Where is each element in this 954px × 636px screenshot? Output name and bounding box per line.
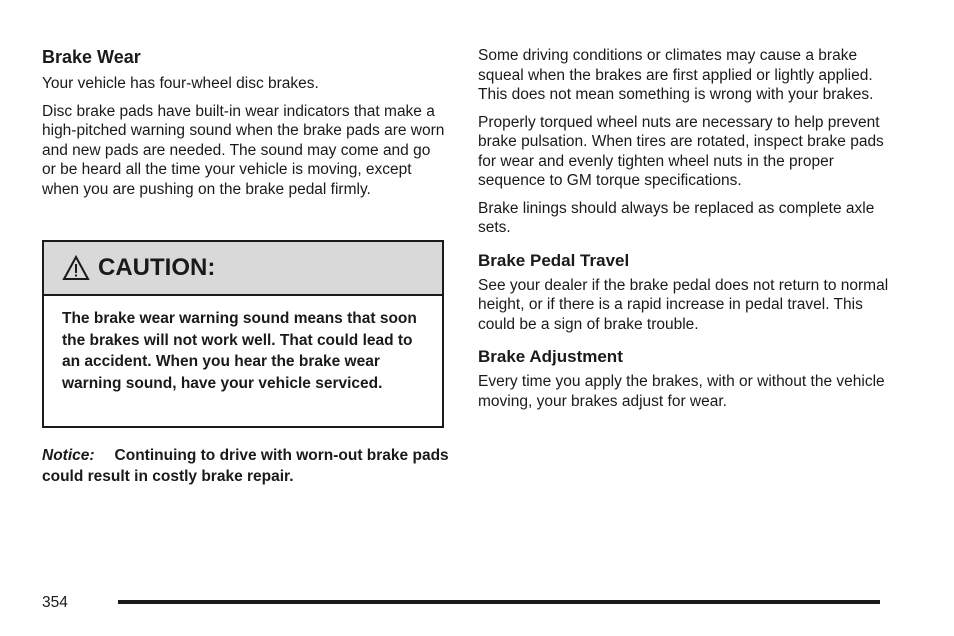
caution-box [42,240,444,428]
warning-triangle-icon [62,255,90,281]
paragraph-brake-squeal: Some driving conditions or climates may cause a brake squeal when the brakes are first applied or lightly applied. This does not mean something is wrong with your brakes. [478,47,874,103]
paragraph-wear-indicators: Disc brake pads have built-in wear indicators that make a high-pitched warning sound when the brake pads are worn and new pads are needed. The sound may come and go or be heard all the time your vehicle is moving, except when you are pushing on the brake pedal firmly. [42,102,445,198]
notice [42,445,452,487]
caution-title: CAUTION: [98,254,216,281]
paragraph-pedal-travel: See your dealer if the brake pedal does not return to normal height, or if there is a rapid increase in pedal travel. This could be a sign of brake trouble. [478,276,889,333]
paragraph-brake-linings: Brake linings should always be replaced as complete axle sets. [478,199,875,236]
notice-text: Continuing to drive with worn-out brake pads could result in costly brake repair. [42,447,449,485]
paragraph-brake-adjustment: Every time you apply the brakes, with or without the vehicle moving, your brakes adjust for wear. [478,373,885,410]
caution-header [44,242,442,296]
caution-body: The brake wear warning sound means that soon the brakes will not work well. That could lead to an accident. When you hear the brake wear warning sound, have your vehicle serviced. [62,310,417,392]
section-heading-brake-adjustment: Brake Adjustment [478,347,623,366]
section-heading-brake-pedal-travel: Brake Pedal Travel [478,250,630,270]
paragraph-wheel-nuts: Properly torqued wheel nuts are necessary to help prevent brake pulsation. When tires are rotated, inspect brake pads for wear and evenly tighten wheel nuts in the proper sequence to GM torque specifications. [478,113,884,189]
left-column [42,46,446,207]
section-heading-brake-wear: Brake Wear [42,47,141,67]
paragraph-disc-brakes: Your vehicle has four-wheel disc brakes. [42,75,319,92]
right-column [478,46,898,419]
page-number: 354 [42,594,68,611]
notice-label: Notice: [42,447,95,464]
footer-rule [118,600,880,604]
